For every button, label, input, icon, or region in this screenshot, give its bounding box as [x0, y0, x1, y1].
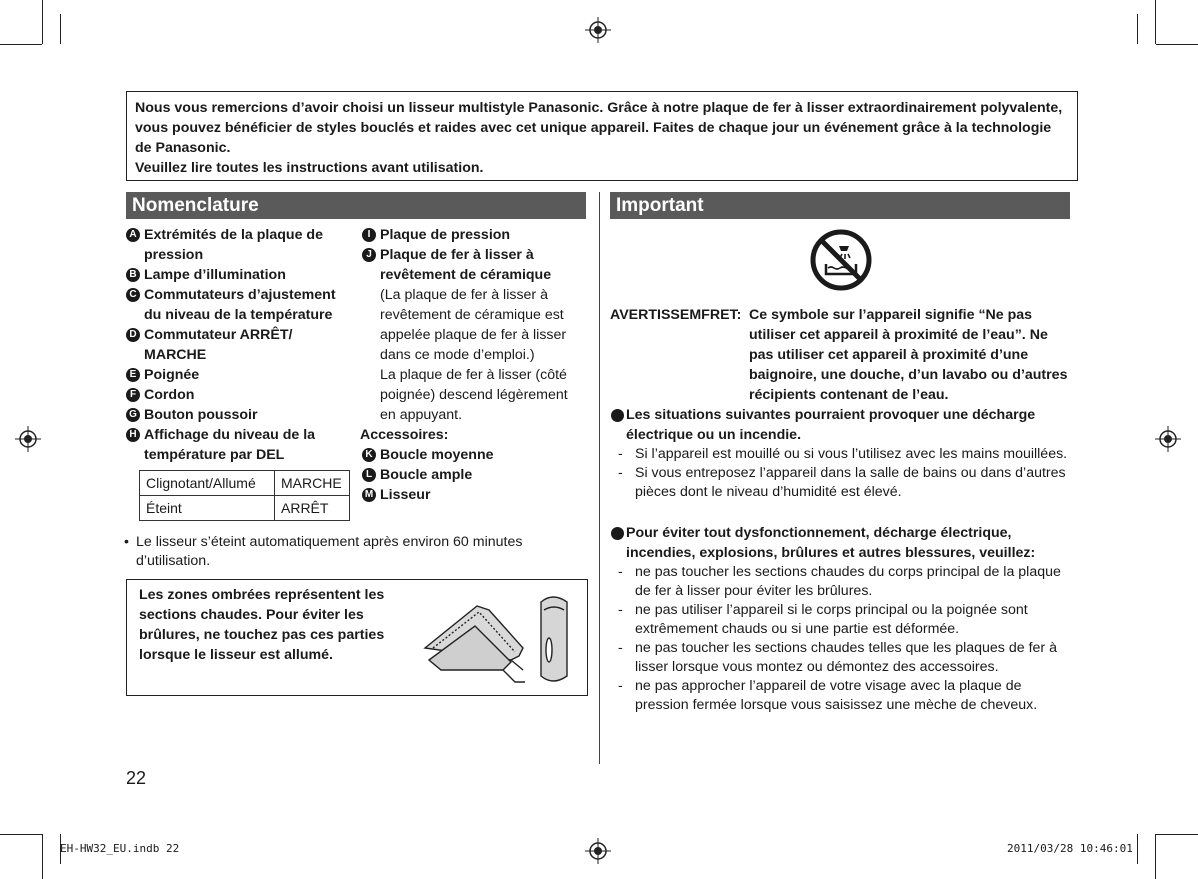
safety-block-electric	[610, 405, 1070, 502]
list-item	[124, 365, 354, 385]
list-item	[124, 385, 354, 405]
crop-mark	[1137, 14, 1138, 44]
parts-list-right	[360, 225, 582, 505]
part-label: Commutateur ARRÊT/ MARCHE	[144, 327, 293, 363]
accessories-label: Accessoires:	[360, 427, 449, 443]
dash: -	[618, 446, 623, 462]
part-label: Extrémités de la plaque de pression	[144, 227, 323, 263]
crop-mark	[0, 44, 42, 45]
list-item	[618, 639, 1070, 677]
crop-mark	[1156, 834, 1198, 835]
auto-off-note	[124, 533, 596, 571]
intro-text: Nous vous remercions d’avoir choisi un lisseur multistyle Panasonic. Grâce à notre plaque de fer à lisser extraordinairement polyvalente, vous pouvez bénéficier de styles bouclés et raides avec cet unique appareil. Faites de chaque jour un événement grâce à la technologie de Panasonic.	[135, 100, 1063, 156]
badge: F	[126, 388, 140, 402]
intro-instruction: Veuillez lire toutes les instructions avant utilisation.	[135, 160, 484, 176]
badge: J	[362, 248, 376, 262]
crop-mark	[1156, 44, 1198, 45]
safety-heading-text: Les situations suivantes pourraient provoquer une décharge électrique ou un incendie.	[626, 407, 1036, 443]
badge: C	[126, 288, 140, 302]
list-item	[360, 445, 582, 465]
part-label: Poignée	[144, 367, 200, 383]
safety-heading-text: Pour éviter tout dysfonctionnement, décharge électrique, incendies, explosions, brûlures et autres blessures, veuillez:	[626, 525, 1036, 561]
list-item-text: Si vous entreposez l’appareil dans la salle de bains ou dans d’autres pièces dont le niveau d’humidité est élevé.	[635, 465, 1066, 500]
crop-mark	[60, 14, 61, 44]
badge: K	[362, 448, 376, 462]
list-item	[360, 485, 582, 505]
bullet-dot-icon	[611, 527, 624, 540]
auto-off-text: Le lisseur s’éteint automatiquement après environ 60 minutes d’utilisation.	[136, 534, 523, 569]
crop-mark	[42, 0, 43, 44]
badge: B	[126, 268, 140, 282]
crop-mark	[0, 834, 42, 835]
badge: M	[362, 488, 376, 502]
accessory-label: Boucle ample	[380, 467, 473, 483]
hair-iron-illustration-icon	[419, 590, 579, 688]
list-item	[618, 445, 1070, 464]
badge: H	[126, 428, 140, 442]
bullet: •	[124, 534, 129, 550]
accessory-label: Lisseur	[380, 487, 431, 503]
list-item	[618, 464, 1070, 502]
badge: G	[126, 408, 140, 422]
dash: -	[618, 602, 623, 618]
warning-section	[610, 305, 1070, 405]
warning-text: Ce symbole sur l’appareil signifie “Ne pas utiliser cet appareil à proximité de l’eau”. Ne pas utiliser cet appareil à proximité d’une baignoire, une douche, d’un lavabo ou d’autres récipients contenant de l’eau.	[749, 307, 1068, 403]
list-item	[124, 285, 354, 325]
registration-mark-icon	[15, 426, 41, 452]
badge: I	[362, 228, 376, 242]
part-label: Bouton poussoir	[144, 407, 258, 423]
warning-label: AVERTISSEMFRET:	[610, 307, 742, 323]
hot-zones-box	[126, 579, 588, 696]
part-label: Cordon	[144, 387, 195, 403]
list-item	[124, 325, 354, 365]
crop-mark	[1155, 0, 1156, 44]
list-item	[124, 425, 354, 465]
hot-zones-text: Les zones ombrées représentent les sections chaudes. Pour éviter les brûlures, ne touchez pas ces parties lorsque le lisseur est allumé.	[139, 587, 385, 663]
no-water-symbol-icon	[809, 228, 873, 292]
dash: -	[618, 640, 623, 656]
list-item	[124, 265, 354, 285]
badge: D	[126, 328, 140, 342]
safety-heading	[610, 405, 1070, 445]
part-label: Lampe d’illumination	[144, 267, 286, 283]
registration-mark-icon	[1155, 426, 1181, 452]
led-status-table	[139, 470, 350, 521]
list-item-text: ne pas toucher les sections chaudes telles que les plaques de fer à lisser lorsque vous montez ou démontez des accessoires.	[635, 640, 1057, 675]
accessory-label: Boucle moyenne	[380, 447, 494, 463]
list-item	[618, 601, 1070, 639]
nomenclature-heading: Nomenclature	[126, 192, 586, 219]
part-label: Commutateurs d’ajustement du niveau de la température	[144, 287, 336, 323]
page-number: 22	[126, 768, 147, 788]
intro-box	[126, 91, 1078, 181]
dash: -	[618, 564, 623, 580]
list-item	[124, 225, 354, 265]
registration-mark-icon	[585, 838, 611, 864]
list-item	[618, 563, 1070, 601]
crop-mark	[42, 834, 43, 879]
list-item-text: ne pas approcher l’appareil de votre visage avec la plaque de pression fermée lorsque vous saisissez une mèche de cheveux.	[635, 678, 1038, 713]
table-cell: Clignotant/Allumé	[140, 471, 275, 496]
part-note: La plaque de fer à lisser (côté poignée) descend légèrement en appuyant.	[380, 367, 568, 423]
crop-mark	[1137, 834, 1138, 864]
list-item	[618, 677, 1070, 715]
list-item	[360, 245, 582, 425]
column-divider	[599, 192, 600, 764]
bullet-dot-icon	[611, 409, 624, 422]
part-label: Plaque de pression	[380, 227, 511, 243]
list-item	[360, 465, 582, 485]
table-row	[140, 496, 350, 521]
part-label: Affichage du niveau de la température par DEL	[144, 427, 316, 463]
footer-datetime: 2011/03/28 10:46:01	[1007, 842, 1133, 855]
dash: -	[618, 678, 623, 694]
important-heading: Important	[610, 192, 1070, 219]
table-cell: MARCHE	[275, 471, 350, 496]
list-item-text: ne pas utiliser l’appareil si le corps principal ou la poignée sont extrêmement chauds ou si une partie est déformée.	[635, 602, 1028, 637]
list-item-text: ne pas toucher les sections chaudes du corps principal de la plaque de fer à lisser pour éviter les brûlures.	[635, 564, 1061, 599]
dash: -	[618, 465, 623, 481]
table-cell: ARRÊT	[275, 496, 350, 521]
list-item-text: Si l’appareil est mouillé ou si vous l’utilisez avec les mains mouillées.	[635, 446, 1068, 462]
badge: L	[362, 468, 376, 482]
safety-heading	[610, 523, 1070, 563]
part-label: Plaque de fer à lisser à revêtement de céramique	[380, 247, 552, 283]
table-row	[140, 471, 350, 496]
badge: A	[126, 228, 140, 242]
registration-mark-icon	[585, 17, 611, 43]
badge: E	[126, 368, 140, 382]
table-cell: Éteint	[140, 496, 275, 521]
parts-list-left	[124, 225, 354, 465]
footer-file: EH-HW32_EU.indb 22	[60, 842, 180, 855]
part-note: (La plaque de fer à lisser à revêtement de céramique est appelée plaque de fer à lisser dans ce mode d’emploi.)	[380, 287, 567, 363]
safety-block-injury	[610, 523, 1070, 715]
list-item	[124, 405, 354, 425]
list-item	[360, 225, 582, 245]
crop-mark	[1155, 834, 1156, 879]
